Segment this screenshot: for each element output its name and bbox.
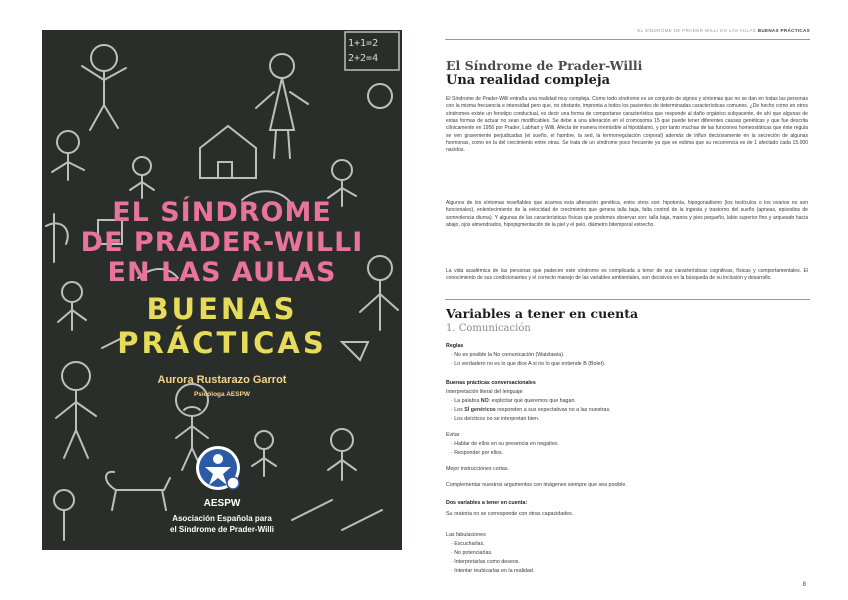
better-line-1: Mejor instrucciones cortas. — [446, 466, 509, 472]
aespw-logo-star-icon — [195, 445, 241, 491]
practices-heading: Buenas prácticas conversacionales — [446, 380, 536, 386]
page-number: 8 — [802, 582, 806, 588]
avoid-item: · Hablar de ellos en su presencia en negativo. — [451, 441, 559, 447]
header-rule — [445, 39, 810, 40]
article-subtitle: Una realidad compleja — [446, 73, 611, 88]
rule-item: · Lo verdadero no es lo que dice A si no lo que entiende B (Bolet). — [451, 361, 606, 367]
cover-author-role: Psicóloga AESPW — [193, 391, 251, 398]
avoid-heading: Evitar — [446, 432, 460, 438]
chalk-math-line-1: 1+1=2 — [348, 38, 379, 49]
chalk-math — [348, 36, 378, 66]
literal-item-3: · Los deícticos no se interpretan bien. — [451, 416, 540, 422]
cover-author: Aurora Rustarazo Garrot — [157, 374, 287, 386]
article-page — [445, 26, 810, 586]
cover-org-name-line-2: el Síndrome de Prader-Willi — [170, 525, 274, 534]
literal-item-2: · Los SÍ genéricos responden a sus expectativas no a las nuestras. — [451, 407, 611, 413]
cover-subtitle-line-1: BUENAS — [146, 292, 298, 326]
cover-title-line-1: EL SÍNDROME — [112, 197, 332, 228]
fabulation-item: · Interpretarlas como deseos. — [451, 559, 520, 565]
avoid-item: · Responder por ellos. — [451, 450, 504, 456]
two-vars-text: Su oratoria no se corresponde con otras capacidades. — [446, 511, 574, 517]
running-head-bold: BUENAS PRÁCTICAS — [757, 28, 810, 33]
section-subtitle: 1. Comunicación — [446, 323, 531, 334]
cover-title-line-2: DE PRADER-WILLI — [80, 227, 364, 258]
paragraph-3: La vida académica de las personas que padecen este síndrome es complicada a tenor de sus características cognitivas, físicas y comportamentales. El conocimiento de sus condicionantes y el correcto manejo de las variables ambientales, son decisivos en la búsqueda de su inclusión y desarrollo. — [446, 268, 808, 282]
fabulation-item: · Intentar reubicarlas en la realidad. — [451, 568, 535, 574]
rule-item: · No es posible la No comunicación (Watzlawia). — [451, 352, 565, 358]
fabulations-heading: Las fabulaciones — [446, 532, 486, 538]
better-line-2: Complementar nuestros argumentos con imágenes siempre que sea posible. — [446, 482, 627, 488]
literal-item-1: · La palabra NO: explicitar qué queremos que hagan. — [451, 398, 576, 404]
paragraph-2: Algunos de los síntomas reseñables que acarrea esta alteración genética, entre otros son: hipotonía, hipogonadismo (los testículos o los ovarios no son funcionales), enlentecimiento de la velocidad de crecimiento que genera talla baja, falta control de la ingesta y trastorno del sueño (apneas, episodios de somnolencia diurna). Y algunas de las características físicas que podemos observar son: talla baja, manos y pies pequeño, labio superior fino y arqueado hacia abajo, ojos almendrados, hipopigmentación de la piel y el pelo, diámetro bitemporal estrecho. — [446, 200, 808, 229]
chalk-math-line-2: 2+2=4 — [348, 53, 379, 64]
book-cover — [42, 30, 402, 550]
cover-title-line-3: EN LAS AULAS — [107, 257, 337, 288]
fabulation-item: · Escucharlas. — [451, 541, 485, 547]
section-rule — [445, 299, 810, 300]
paragraph-1: El Síndrome de Prader-Willi entraña una realidad muy compleja. Como todo síndrome es un conjunto de signos y síntomas que no se dan en todas las personas con la misma frecuencia e intensidad pero que, no obstante, imprenta a todos los pacientes de determinadas características comunes. ¿De hecho como en otros síndromes existe un fenotipo conductual, es decir una forma de comportarse característica que responde al daño orgánico subyacente, de ahí que algunas de estas formas de actuar no sean modificables. Se debe a una alteración en el cromosoma 15 que puede tener diferentes causas genéticas y que fue descrita clínicamente en 1956 por Prader, Labhart y Willi. Afecta de manera irremisible al hipotálamo, y por tanto muchas de las funciones homeostáticas que éste regula se ven gravemente perjudicadas (el sueño, el hambre, la sed, la termorregulación corporal) además de influir decisivamente en la secreción de algunas hormonas, como en la del crecimiento entre otras. Se trata de un síndrome poco frecuente ya que se estima que su recurrencia es de 1 afectado cada 15.000 nacidos. — [446, 96, 808, 154]
running-head-prefix: EL SÍNDROME DE PRADER-WILLI EN LAS AULAS — [637, 28, 757, 33]
literal-heading: Interpretación literal del lenguaje — [446, 389, 523, 395]
cover-org-name-line-1: Asociación Española para — [172, 514, 272, 523]
article-title: El Síndrome de Prader-Willi — [446, 58, 643, 73]
running-head — [637, 28, 810, 33]
cover-org-acronym: AESPW — [203, 498, 241, 509]
cover-subtitle-line-2: PRÁCTICAS — [117, 326, 327, 360]
section-title: Variables a tener en cuenta — [446, 306, 639, 321]
fabulation-item: · No potenciarlas. — [451, 550, 493, 556]
two-vars-heading: Dos variables a tener en cuenta: — [446, 500, 528, 506]
rules-heading: Reglas — [446, 343, 464, 349]
